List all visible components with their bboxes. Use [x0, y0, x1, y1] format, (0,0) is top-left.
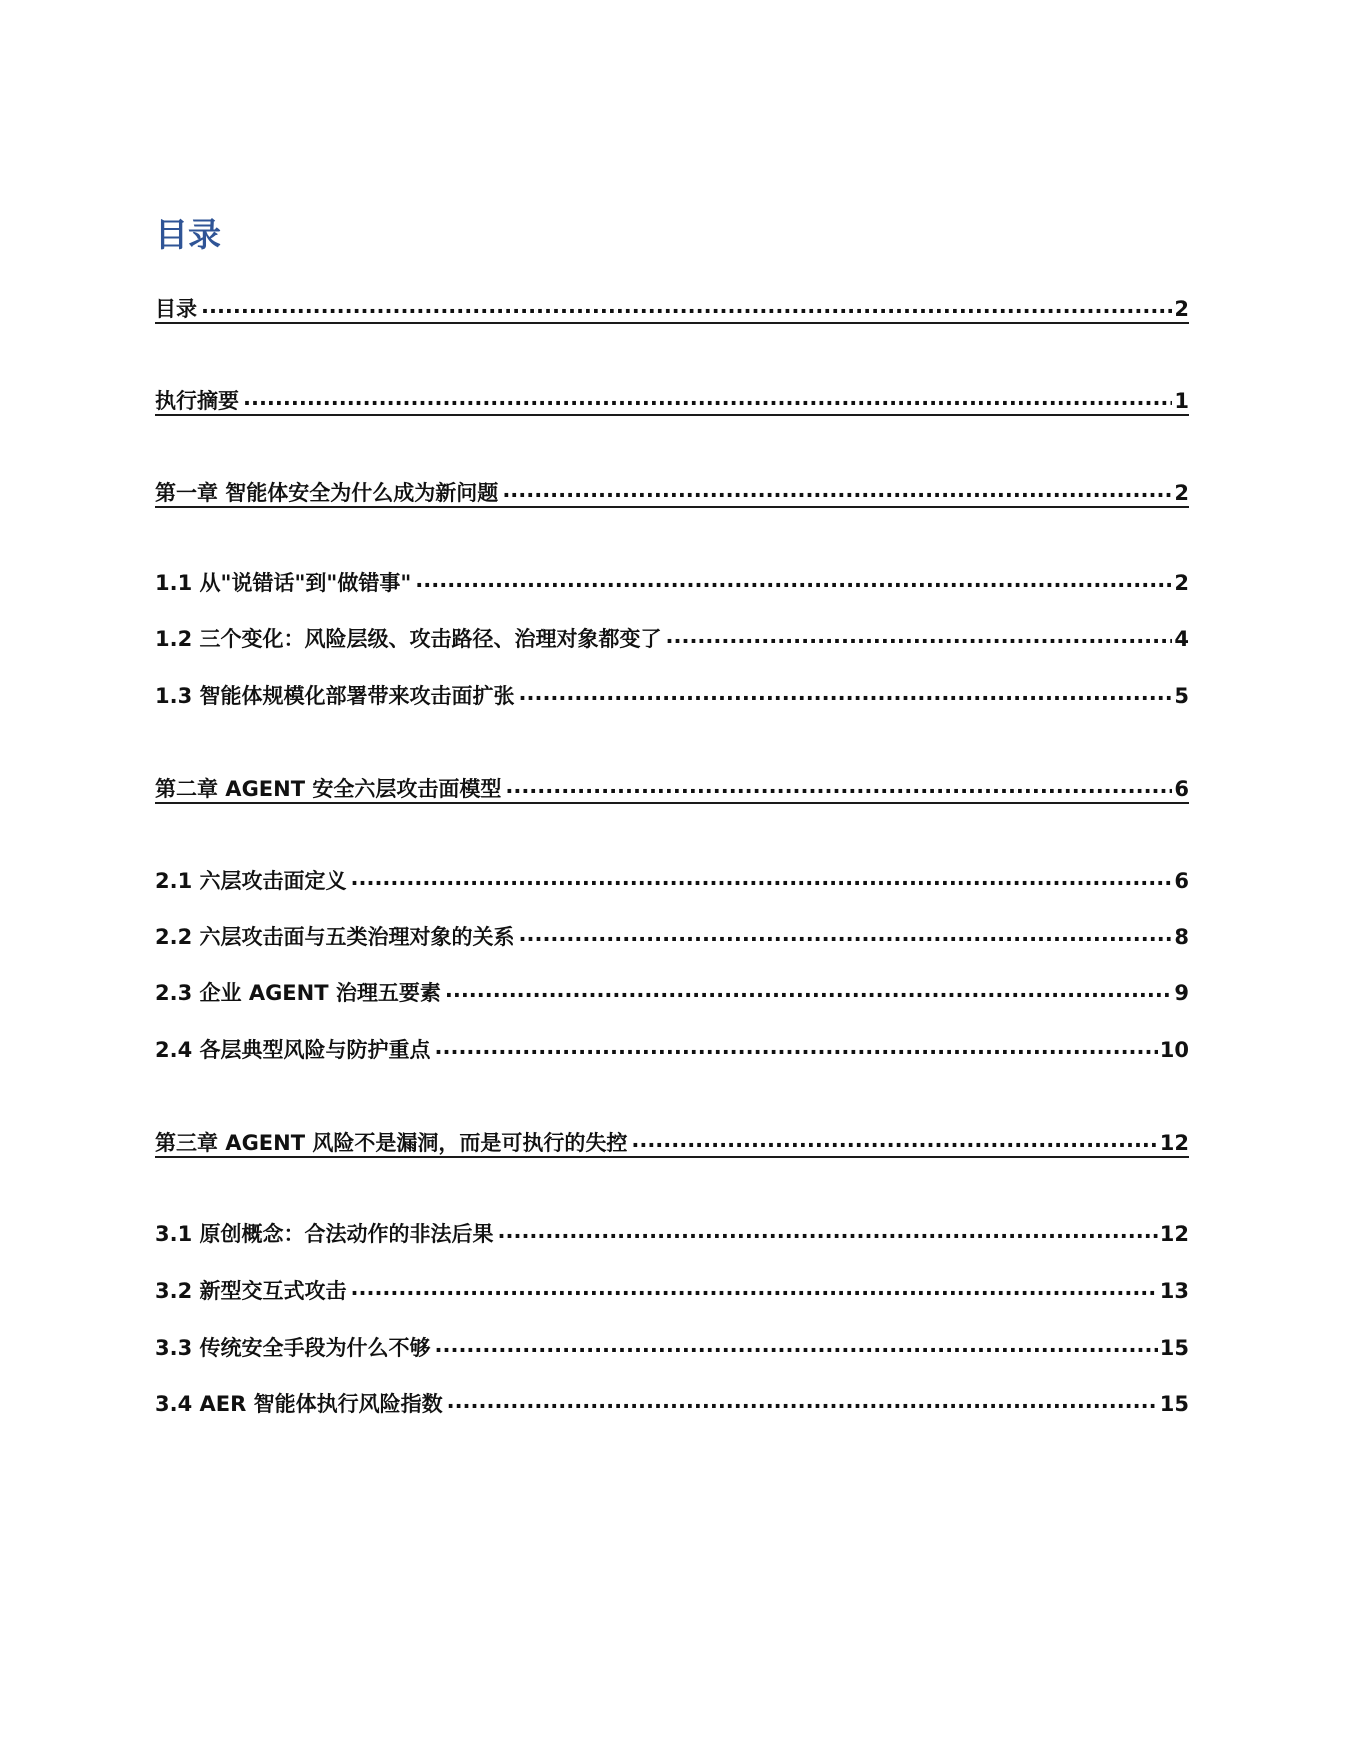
toc-dot-leader	[415, 567, 1172, 593]
toc-entry-label: 2.1 六层攻击面定义	[155, 869, 347, 893]
toc-entry-section-3-4[interactable]	[155, 1387, 1189, 1417]
toc-entry-chapter-2[interactable]	[155, 772, 1189, 804]
toc-entry-label: 第二章 AGENT 安全六层攻击面模型	[155, 777, 502, 801]
toc-entry-section-1-1[interactable]	[155, 566, 1189, 596]
toc-entry-label: 3.2 新型交互式攻击	[155, 1279, 347, 1303]
toc-entry-label: 2.2 六层攻击面与五类治理对象的关系	[155, 925, 515, 949]
toc-dot-leader	[435, 1034, 1158, 1060]
toc-page-number: 6	[1174, 869, 1189, 893]
toc-page-number: 6	[1174, 777, 1189, 801]
toc-page-number: 15	[1159, 1336, 1189, 1360]
toc-entry-section-1-3[interactable]	[155, 679, 1189, 709]
toc-dot-leader	[498, 1218, 1158, 1244]
toc-page-number: 4	[1174, 627, 1189, 651]
toc-page-number: 2	[1174, 571, 1189, 595]
toc-page-number: 12	[1159, 1222, 1189, 1246]
toc-dot-leader	[201, 293, 1172, 319]
toc-entry-label: 1.2 三个变化：风险层级、攻击路径、治理对象都变了	[155, 627, 662, 651]
toc-entry-section-3-1[interactable]	[155, 1217, 1189, 1247]
toc-entry-label: 第三章 AGENT 风险不是漏洞，而是可执行的失控	[155, 1131, 628, 1155]
toc-dot-leader	[243, 385, 1172, 411]
toc-entry-label: 3.3 传统安全手段为什么不够	[155, 1336, 431, 1360]
toc-dot-leader	[505, 773, 1172, 799]
toc-entry-section-2-3[interactable]	[155, 976, 1189, 1006]
toc-entry-label: 目录	[155, 297, 197, 321]
toc-dot-leader	[631, 1127, 1157, 1153]
toc-entry-label: 3.1 原创概念：合法动作的非法后果	[155, 1222, 494, 1246]
toc-entry-label: 1.3 智能体规模化部署带来攻击面扩张	[155, 684, 515, 708]
toc-entry-executive-summary[interactable]	[155, 384, 1189, 416]
toc-page-number: 13	[1159, 1279, 1189, 1303]
toc-dot-leader	[519, 680, 1173, 706]
toc-page-number: 5	[1174, 684, 1189, 708]
toc-dot-leader	[502, 477, 1172, 503]
toc-entry-label: 第一章 智能体安全为什么成为新问题	[155, 481, 499, 505]
toc-page-number: 1	[1174, 389, 1189, 413]
toc-page-number: 12	[1159, 1131, 1189, 1155]
toc-entry-label: 1.1 从"说错话"到"做错事"	[155, 571, 412, 595]
page-title: 目录	[155, 215, 221, 254]
toc-entry-section-3-3[interactable]	[155, 1331, 1189, 1361]
toc-dot-leader	[666, 623, 1173, 649]
toc-entry-section-2-2[interactable]	[155, 920, 1189, 950]
toc-entry-section-2-1[interactable]	[155, 864, 1189, 894]
toc-page-number: 9	[1174, 981, 1189, 1005]
toc-dot-leader	[519, 921, 1173, 947]
toc-page-number: 10	[1159, 1038, 1189, 1062]
toc-entry-contents[interactable]	[155, 292, 1189, 324]
toc-entry-section-1-2[interactable]	[155, 622, 1189, 652]
toc-page-number: 8	[1174, 925, 1189, 949]
toc-dot-leader	[447, 1388, 1158, 1414]
toc-entry-label: 执行摘要	[155, 389, 239, 413]
toc-entry-label: 3.4 AER 智能体执行风险指数	[155, 1392, 443, 1416]
toc-page-number: 15	[1159, 1392, 1189, 1416]
toc-entry-label: 2.3 企业 AGENT 治理五要素	[155, 981, 441, 1005]
toc-dot-leader	[445, 977, 1173, 1003]
toc-entry-chapter-1[interactable]	[155, 476, 1189, 508]
toc-entry-section-2-4[interactable]	[155, 1033, 1189, 1063]
toc-page-number: 2	[1174, 481, 1189, 505]
toc-dot-leader	[435, 1332, 1158, 1358]
toc-dot-leader	[351, 1275, 1158, 1301]
toc-entry-chapter-3[interactable]	[155, 1126, 1189, 1158]
toc-entry-section-3-2[interactable]	[155, 1274, 1189, 1304]
toc-dot-leader	[351, 865, 1173, 891]
toc-entry-label: 2.4 各层典型风险与防护重点	[155, 1038, 431, 1062]
toc-page-number: 2	[1174, 297, 1189, 321]
